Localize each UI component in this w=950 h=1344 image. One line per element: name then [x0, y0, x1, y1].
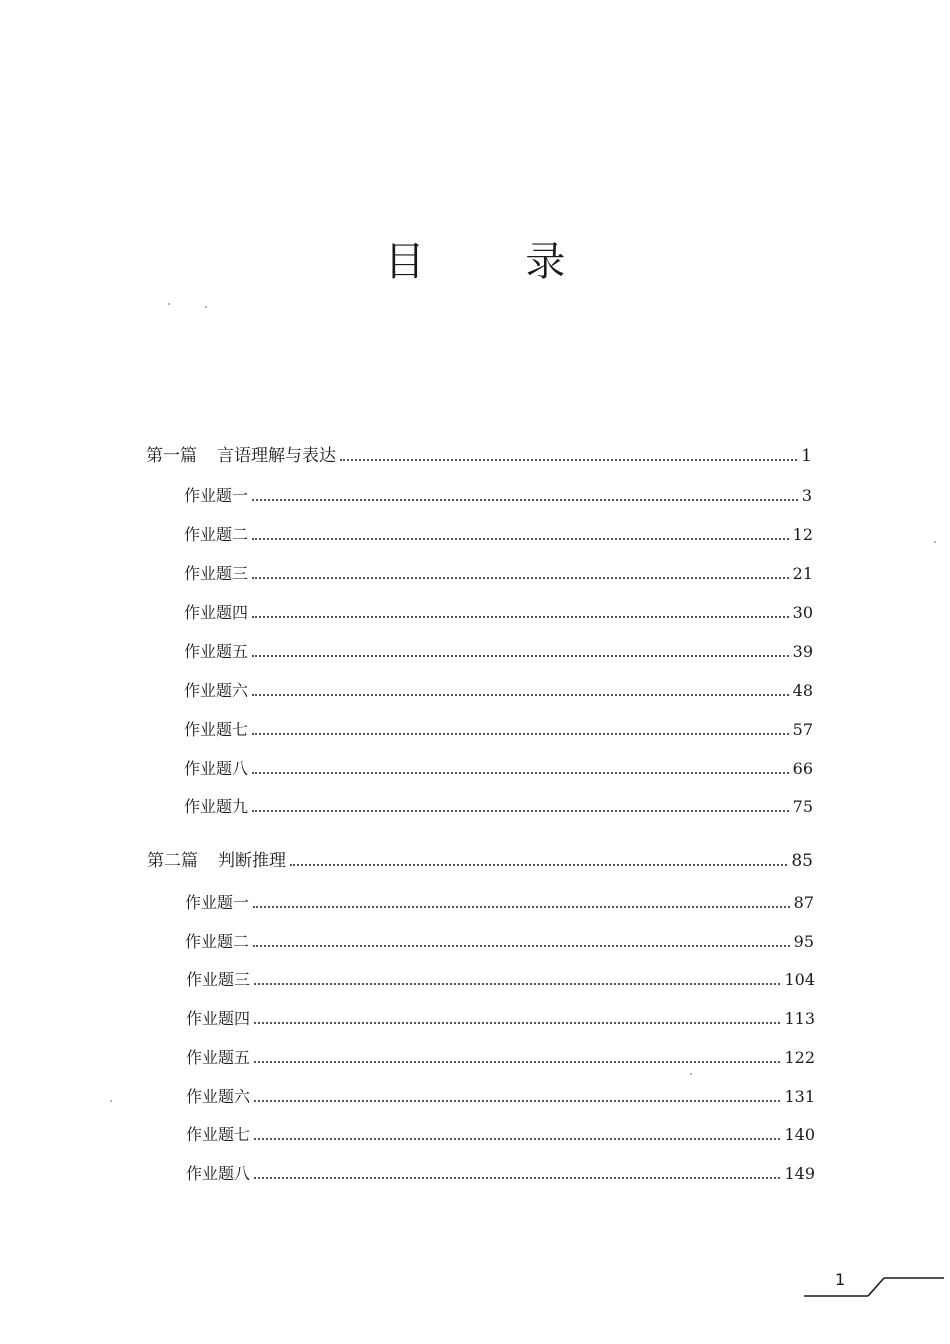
toc-page-number: 39	[792, 642, 813, 661]
toc-page-number: 149	[784, 1164, 815, 1183]
toc-page-number: 30	[792, 603, 813, 622]
toc-page-number: 3	[801, 486, 812, 505]
toc-entry-label: 作业题六	[184, 681, 249, 700]
toc-page-number: 104	[784, 970, 815, 989]
toc-entry-label: 作业题九	[184, 797, 249, 816]
toc-entry-label: 作业题八	[186, 1164, 251, 1183]
toc-entry[interactable]	[184, 681, 813, 701]
toc-page-number: 140	[784, 1125, 815, 1144]
toc-part-2[interactable]	[147, 851, 813, 871]
dot-leader	[254, 1099, 780, 1102]
dot-leader	[252, 732, 789, 735]
dot-leader	[254, 1137, 780, 1140]
dot-leader	[290, 863, 787, 866]
toc-entry-label: 作业题一	[184, 486, 249, 505]
toc-entry[interactable]	[185, 932, 814, 952]
toc-entry-label: 作业题二	[185, 932, 250, 951]
toc-page-number: 66	[792, 759, 813, 778]
dot-leader	[253, 905, 790, 908]
dot-leader	[254, 1021, 780, 1024]
dot-leader	[252, 498, 798, 501]
scan-speck	[690, 1073, 692, 1075]
toc-entry[interactable]	[184, 759, 813, 779]
toc-part-label: 第一篇 言语理解与表达	[146, 446, 336, 466]
toc-entry-label: 作业题三	[186, 970, 251, 989]
dot-leader	[253, 944, 790, 947]
footer-page-number: 1	[835, 1270, 846, 1289]
toc-entry[interactable]	[184, 642, 813, 662]
toc-entry-label: 作业题五	[184, 642, 249, 661]
toc-entry-label: 作业题一	[185, 893, 250, 912]
toc-page-number: 131	[784, 1087, 815, 1106]
toc-page-number: 57	[792, 720, 813, 739]
toc-entry-label: 作业题五	[186, 1048, 251, 1067]
dot-leader	[252, 615, 789, 618]
toc-page-number: 21	[792, 564, 813, 583]
toc-entry-label: 作业题四	[186, 1009, 251, 1028]
toc-page-number: 12	[792, 525, 813, 544]
dot-leader	[252, 654, 789, 657]
scan-speck	[934, 541, 936, 543]
toc-entry-label: 作业题七	[184, 720, 249, 739]
dot-leader	[340, 458, 797, 461]
toc-entry[interactable]	[186, 970, 815, 990]
toc-entry[interactable]	[186, 1164, 815, 1184]
scan-speck	[168, 303, 170, 305]
toc-page-number: 113	[784, 1009, 815, 1028]
toc-entry[interactable]	[186, 1087, 815, 1107]
page-title: 目 录	[384, 239, 610, 285]
toc-entry[interactable]	[184, 564, 813, 584]
toc-entry[interactable]	[185, 893, 814, 913]
toc-page-number: 1	[801, 446, 812, 466]
dot-leader	[254, 1060, 780, 1063]
dot-leader	[252, 576, 789, 579]
toc-page-number: 75	[792, 797, 813, 816]
toc-part-label: 第二篇 判断推理	[147, 851, 286, 871]
toc-entry[interactable]	[184, 797, 813, 817]
toc-entry-label: 作业题四	[184, 603, 249, 622]
toc-page-number: 122	[784, 1048, 815, 1067]
toc-entry[interactable]	[184, 603, 813, 623]
footer-rule	[804, 1276, 944, 1300]
toc-page-number: 48	[792, 681, 813, 700]
toc-entry-label: 作业题二	[184, 525, 249, 544]
dot-leader	[252, 537, 789, 540]
toc-entry-label: 作业题八	[184, 759, 249, 778]
dot-leader	[252, 809, 789, 812]
toc-entry-label: 作业题三	[184, 564, 249, 583]
dot-leader	[254, 982, 780, 985]
toc-entry[interactable]	[184, 486, 812, 506]
toc-entry[interactable]	[186, 1125, 815, 1145]
dot-leader	[252, 693, 789, 696]
toc-entry[interactable]	[184, 525, 813, 545]
toc-page-number: 95	[793, 932, 814, 951]
toc-part-1[interactable]	[146, 446, 812, 466]
toc-entry[interactable]	[186, 1048, 815, 1068]
toc-entry[interactable]	[186, 1009, 815, 1029]
toc-page-number: 85	[791, 851, 813, 871]
toc-entry-label: 作业题七	[186, 1125, 251, 1144]
scan-speck	[110, 1100, 112, 1102]
toc-entry[interactable]	[184, 720, 813, 740]
toc-page-number: 87	[793, 893, 814, 912]
toc-entry-label: 作业题六	[186, 1087, 251, 1106]
dot-leader	[252, 771, 789, 774]
dot-leader	[254, 1176, 780, 1179]
scan-speck	[205, 306, 207, 308]
